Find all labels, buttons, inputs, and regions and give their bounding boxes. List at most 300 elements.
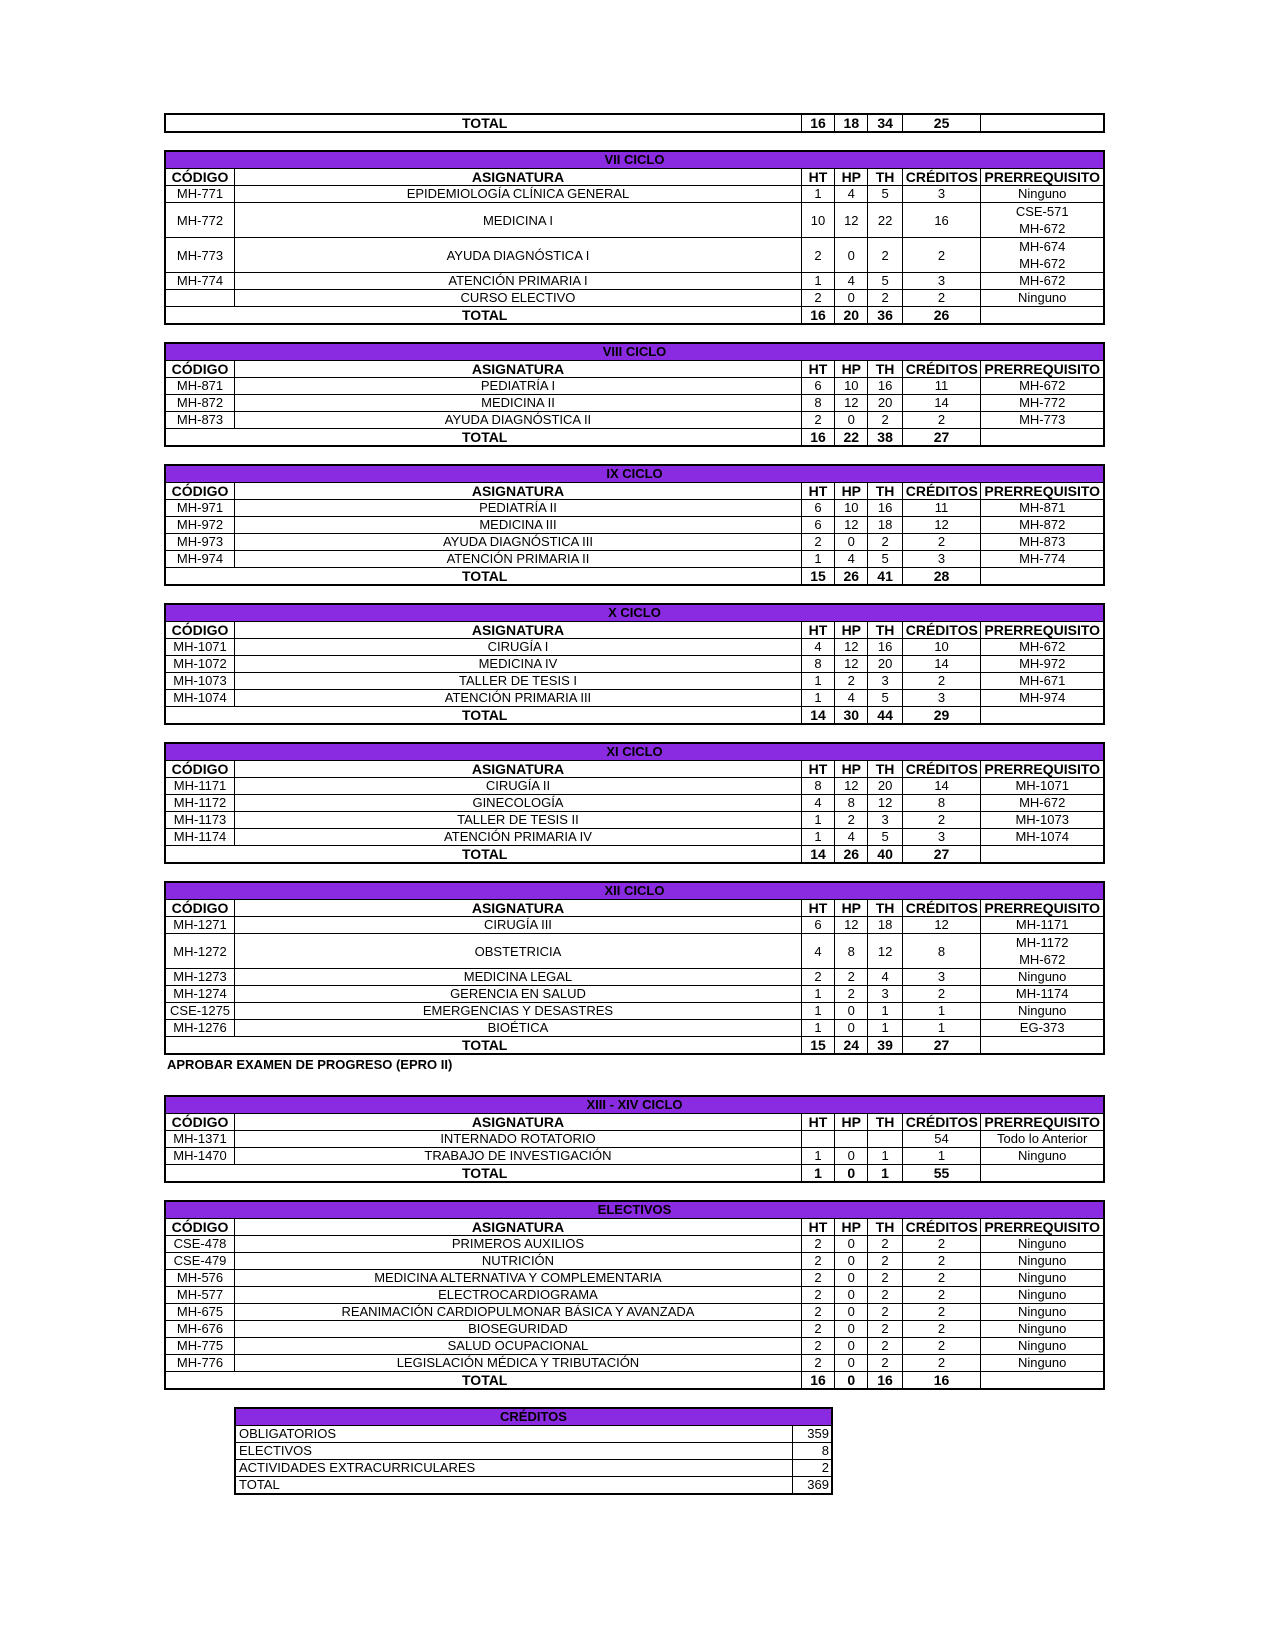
course-hp: 0 <box>835 1355 868 1372</box>
course-hp: 0 <box>835 1304 868 1321</box>
course-code: MH-1072 <box>165 656 235 673</box>
table-row <box>165 778 1104 795</box>
course-prereq <box>981 986 1104 1003</box>
course-th: 12 <box>868 795 902 812</box>
total-label: TOTAL <box>165 114 801 132</box>
credits-summary-table <box>234 1407 833 1495</box>
course-hp: 0 <box>835 238 868 273</box>
course-ht: 8 <box>801 778 834 795</box>
code-header: CÓDIGO <box>165 483 235 500</box>
course-ht: 1 <box>801 273 834 290</box>
prereq-code: MH-672 <box>1019 952 1066 967</box>
course-prereq <box>981 378 1104 395</box>
course-th: 2 <box>868 1338 902 1355</box>
table-row <box>165 395 1104 412</box>
cycle-table <box>164 1095 1105 1183</box>
credits-row <box>235 1426 832 1443</box>
total-ht: 14 <box>801 846 834 864</box>
total-th: 34 <box>868 114 902 132</box>
course-th: 2 <box>868 1287 902 1304</box>
course-name: LEGISLACIÓN MÉDICA Y TRIBUTACIÓN <box>235 1355 802 1372</box>
table-row <box>165 812 1104 829</box>
course-ht: 4 <box>801 639 834 656</box>
course-hp: 2 <box>835 812 868 829</box>
total-label: TOTAL <box>165 846 801 864</box>
course-hp: 0 <box>835 1321 868 1338</box>
prereq-code: MH-972 <box>1019 656 1066 671</box>
th-header: TH <box>868 622 902 639</box>
course-credits: 2 <box>902 1321 981 1338</box>
credits-label: OBLIGATORIOS <box>235 1426 792 1443</box>
course-credits: 8 <box>902 795 981 812</box>
course-ht: 1 <box>801 1003 834 1020</box>
total-hp: 18 <box>835 114 868 132</box>
course-th: 2 <box>868 1355 902 1372</box>
course-code: CSE-1275 <box>165 1003 235 1020</box>
course-ht: 2 <box>801 1321 834 1338</box>
ht-header: HT <box>801 361 834 378</box>
cycle-block <box>164 464 1105 586</box>
course-code: MH-1271 <box>165 917 235 934</box>
prereq-code: Ninguno <box>1017 1236 1067 1251</box>
cycle-title-row <box>165 1096 1104 1114</box>
prereq-code: Ninguno <box>1017 1148 1067 1163</box>
course-hp: 12 <box>835 203 868 238</box>
cycle-title-row <box>165 882 1104 900</box>
table-row <box>165 1355 1104 1372</box>
subject-header: ASIGNATURA <box>235 1219 802 1236</box>
total-ht: 15 <box>801 568 834 586</box>
course-prereq <box>981 1253 1104 1270</box>
column-header-row <box>165 483 1104 500</box>
table-row <box>165 1338 1104 1355</box>
code-header: CÓDIGO <box>165 169 235 186</box>
total-ht: 16 <box>801 429 834 447</box>
total-prereq <box>981 1037 1104 1055</box>
code-header: CÓDIGO <box>165 1114 235 1131</box>
column-header-row <box>165 622 1104 639</box>
course-prereq <box>981 1287 1104 1304</box>
credits-header: CRÉDITOS <box>902 622 981 639</box>
total-th: 38 <box>868 429 902 447</box>
course-th: 18 <box>868 517 902 534</box>
course-credits: 3 <box>902 969 981 986</box>
course-th: 3 <box>868 812 902 829</box>
course-hp: 0 <box>835 1003 868 1020</box>
table-row <box>165 273 1104 290</box>
course-code: MH-1274 <box>165 986 235 1003</box>
course-name: INTERNADO ROTATORIO <box>235 1131 802 1148</box>
total-label: TOTAL <box>165 1037 801 1055</box>
total-hp: 26 <box>835 846 868 864</box>
prereq-code: MH-774 <box>1019 551 1066 566</box>
course-name: OBSTETRICIA <box>235 934 802 969</box>
course-code: CSE-478 <box>165 1236 235 1253</box>
course-th: 2 <box>868 1270 902 1287</box>
course-code: MH-974 <box>165 551 235 568</box>
prereq-code: MH-672 <box>1019 273 1066 288</box>
total-credits: 55 <box>902 1165 981 1183</box>
course-prereq <box>981 238 1104 273</box>
total-label: TOTAL <box>165 429 801 447</box>
cycle-title: XII CICLO <box>165 882 1104 900</box>
table-row <box>165 934 1104 969</box>
course-name: EMERGENCIAS Y DESASTRES <box>235 1003 802 1020</box>
hp-header: HP <box>835 622 868 639</box>
credits-label: ELECTIVOS <box>235 1443 792 1460</box>
total-row <box>165 846 1104 864</box>
prereq-code: MH-773 <box>1019 412 1066 427</box>
subject-header: ASIGNATURA <box>235 1114 802 1131</box>
course-name: MEDICINA III <box>235 517 802 534</box>
course-th: 2 <box>868 1321 902 1338</box>
course-credits: 3 <box>902 690 981 707</box>
prereq-code: MH-1071 <box>1015 778 1069 793</box>
course-name: REANIMACIÓN CARDIOPULMONAR BÁSICA Y AVANZADA <box>235 1304 802 1321</box>
course-hp: 4 <box>835 273 868 290</box>
top-total-table <box>164 113 1105 133</box>
total-th: 39 <box>868 1037 902 1055</box>
course-prereq <box>981 1355 1104 1372</box>
table-row <box>165 500 1104 517</box>
total-label: TOTAL <box>165 307 801 325</box>
course-prereq <box>981 290 1104 307</box>
cycle-title: VII CICLO <box>165 151 1104 169</box>
code-header: CÓDIGO <box>165 622 235 639</box>
prereq-code: MH-871 <box>1019 500 1066 515</box>
course-prereq <box>981 203 1104 238</box>
course-name: GINECOLOGÍA <box>235 795 802 812</box>
total-hp: 24 <box>835 1037 868 1055</box>
course-credits: 3 <box>902 186 981 203</box>
total-row <box>165 568 1104 586</box>
credits-title: CRÉDITOS <box>235 1408 832 1426</box>
course-th: 2 <box>868 1236 902 1253</box>
course-th: 1 <box>868 1003 902 1020</box>
course-credits: 2 <box>902 238 981 273</box>
course-credits: 12 <box>902 917 981 934</box>
course-prereq <box>981 778 1104 795</box>
prereq-code: Ninguno <box>1017 1338 1067 1353</box>
course-ht: 6 <box>801 917 834 934</box>
course-credits: 12 <box>902 517 981 534</box>
cycle-block <box>164 150 1105 325</box>
course-credits: 1 <box>902 1020 981 1037</box>
total-prereq <box>981 307 1104 325</box>
cycle-table <box>164 464 1105 586</box>
course-ht: 2 <box>801 1270 834 1287</box>
ht-header: HT <box>801 622 834 639</box>
course-prereq <box>981 500 1104 517</box>
course-name: MEDICINA LEGAL <box>235 969 802 986</box>
prereq-code: MH-672 <box>1019 639 1066 654</box>
total-row <box>165 429 1104 447</box>
course-th: 5 <box>868 551 902 568</box>
hp-header: HP <box>835 900 868 917</box>
course-ht: 2 <box>801 290 834 307</box>
hp-header: HP <box>835 483 868 500</box>
course-hp: 0 <box>835 1148 868 1165</box>
table-row <box>165 690 1104 707</box>
course-code: MH-1172 <box>165 795 235 812</box>
course-credits: 2 <box>902 534 981 551</box>
progress-exam-note: APROBAR EXAMEN DE PROGRESO (EPRO II) <box>167 1057 453 1072</box>
prereq-header: PRERREQUISITO <box>981 622 1104 639</box>
course-th <box>868 1131 902 1148</box>
course-prereq <box>981 1236 1104 1253</box>
course-prereq <box>981 1338 1104 1355</box>
prereq-code: MH-1073 <box>1015 812 1069 827</box>
course-credits: 3 <box>902 551 981 568</box>
total-label: TOTAL <box>165 568 801 586</box>
course-name: MEDICINA I <box>235 203 802 238</box>
table-row <box>165 1321 1104 1338</box>
credits-header: CRÉDITOS <box>902 169 981 186</box>
course-credits: 10 <box>902 639 981 656</box>
course-credits: 14 <box>902 778 981 795</box>
course-prereq <box>981 812 1104 829</box>
cycle-title: XIII - XIV CICLO <box>165 1096 1104 1114</box>
total-th: 40 <box>868 846 902 864</box>
prereq-code: Ninguno <box>1017 1270 1067 1285</box>
course-prereq <box>981 1304 1104 1321</box>
column-header-row <box>165 361 1104 378</box>
total-prereq <box>981 846 1104 864</box>
course-code: MH-972 <box>165 517 235 534</box>
course-credits: 2 <box>902 1236 981 1253</box>
total-row <box>165 1372 1104 1390</box>
course-hp: 10 <box>835 378 868 395</box>
course-ht: 2 <box>801 1253 834 1270</box>
course-ht: 1 <box>801 690 834 707</box>
course-ht: 2 <box>801 412 834 429</box>
prereq-header: PRERREQUISITO <box>981 483 1104 500</box>
course-credits: 3 <box>902 273 981 290</box>
course-th: 2 <box>868 238 902 273</box>
course-ht: 2 <box>801 1355 834 1372</box>
course-name: TRABAJO DE INVESTIGACIÓN <box>235 1148 802 1165</box>
course-code: MH-577 <box>165 1287 235 1304</box>
course-ht: 1 <box>801 829 834 846</box>
course-ht: 8 <box>801 656 834 673</box>
course-ht: 1 <box>801 186 834 203</box>
prereq-code: MH-974 <box>1019 690 1066 705</box>
table-row <box>165 1020 1104 1037</box>
course-name: BIOÉTICA <box>235 1020 802 1037</box>
table-row <box>165 412 1104 429</box>
course-hp: 12 <box>835 917 868 934</box>
course-name: MEDICINA II <box>235 395 802 412</box>
total-credits: 27 <box>902 846 981 864</box>
course-hp: 0 <box>835 1253 868 1270</box>
course-credits: 2 <box>902 986 981 1003</box>
course-code: MH-1371 <box>165 1131 235 1148</box>
course-ht: 6 <box>801 500 834 517</box>
course-code: MH-1074 <box>165 690 235 707</box>
course-prereq <box>981 412 1104 429</box>
course-ht: 1 <box>801 551 834 568</box>
credits-label: ACTIVIDADES EXTRACURRICULARES <box>235 1460 792 1477</box>
total-credits: 27 <box>902 1037 981 1055</box>
hp-header: HP <box>835 361 868 378</box>
total-label: TOTAL <box>165 1372 801 1390</box>
total-th: 41 <box>868 568 902 586</box>
course-code: MH-973 <box>165 534 235 551</box>
course-name: ATENCIÓN PRIMARIA IV <box>235 829 802 846</box>
course-name: GERENCIA EN SALUD <box>235 986 802 1003</box>
cycle-table <box>164 603 1105 725</box>
course-hp: 0 <box>835 1270 868 1287</box>
th-header: TH <box>868 1114 902 1131</box>
course-code: MH-775 <box>165 1338 235 1355</box>
course-hp: 2 <box>835 969 868 986</box>
course-code <box>165 290 235 307</box>
course-ht: 2 <box>801 1304 834 1321</box>
course-prereq <box>981 1003 1104 1020</box>
total-hp: 22 <box>835 429 868 447</box>
credits-header: CRÉDITOS <box>902 1114 981 1131</box>
total-row <box>165 1165 1104 1183</box>
cycle-table <box>164 342 1105 447</box>
total-hp: 20 <box>835 307 868 325</box>
course-prereq <box>981 273 1104 290</box>
course-code: MH-1174 <box>165 829 235 846</box>
course-th: 2 <box>868 290 902 307</box>
table-row <box>165 639 1104 656</box>
table-row <box>165 1304 1104 1321</box>
course-code: MH-1470 <box>165 1148 235 1165</box>
curriculum-document <box>164 113 1105 1495</box>
course-ht: 2 <box>801 238 834 273</box>
table-row <box>165 986 1104 1003</box>
course-name: SALUD OCUPACIONAL <box>235 1338 802 1355</box>
th-header: TH <box>868 761 902 778</box>
table-row <box>165 517 1104 534</box>
prereq-code: EG-373 <box>1019 1020 1065 1035</box>
table-row <box>165 829 1104 846</box>
course-credits: 2 <box>902 1287 981 1304</box>
credits-value: 369 <box>792 1477 832 1495</box>
total-th: 16 <box>868 1372 902 1390</box>
prereq-code: MH-671 <box>1019 673 1066 688</box>
cycle-table <box>164 150 1105 325</box>
course-hp: 0 <box>835 412 868 429</box>
prereq-code: Ninguno <box>1017 969 1067 984</box>
cycle-title: X CICLO <box>165 604 1104 622</box>
course-prereq <box>981 934 1104 969</box>
hp-header: HP <box>835 761 868 778</box>
course-ht: 1 <box>801 673 834 690</box>
cycle-title: XI CICLO <box>165 743 1104 761</box>
course-prereq <box>981 1131 1104 1148</box>
course-ht: 2 <box>801 1236 834 1253</box>
course-credits: 14 <box>902 656 981 673</box>
course-credits: 2 <box>902 812 981 829</box>
ht-header: HT <box>801 900 834 917</box>
course-hp: 4 <box>835 829 868 846</box>
course-prereq <box>981 656 1104 673</box>
course-hp: 10 <box>835 500 868 517</box>
total-row <box>165 307 1104 325</box>
course-credits: 1 <box>902 1148 981 1165</box>
course-credits: 2 <box>902 412 981 429</box>
cycle-title-row <box>165 1201 1104 1219</box>
table-row <box>165 1270 1104 1287</box>
prereq-code: MH-1174 <box>1015 986 1069 1001</box>
course-th: 2 <box>868 1253 902 1270</box>
total-hp: 26 <box>835 568 868 586</box>
course-credits: 14 <box>902 395 981 412</box>
table-row <box>165 673 1104 690</box>
prereq-code: Ninguno <box>1017 1321 1067 1336</box>
hp-header: HP <box>835 1219 868 1236</box>
total-th: 44 <box>868 707 902 725</box>
course-ht: 2 <box>801 969 834 986</box>
course-ht: 1 <box>801 812 834 829</box>
credits-label: TOTAL <box>235 1477 792 1495</box>
course-prereq <box>981 395 1104 412</box>
code-header: CÓDIGO <box>165 761 235 778</box>
total-credits: 27 <box>902 429 981 447</box>
course-hp: 2 <box>835 673 868 690</box>
prereq-code: Ninguno <box>1017 1287 1067 1302</box>
table-row <box>165 1003 1104 1020</box>
top-total-block <box>164 113 1105 133</box>
course-hp: 0 <box>835 290 868 307</box>
course-th: 5 <box>868 829 902 846</box>
course-th: 1 <box>868 1020 902 1037</box>
course-ht: 10 <box>801 203 834 238</box>
course-code: MH-873 <box>165 412 235 429</box>
course-hp: 0 <box>835 1287 868 1304</box>
course-th: 12 <box>868 934 902 969</box>
total-ht: 16 <box>801 1372 834 1390</box>
course-code: MH-772 <box>165 203 235 238</box>
course-hp: 4 <box>835 551 868 568</box>
course-hp: 12 <box>835 395 868 412</box>
course-prereq <box>981 917 1104 934</box>
course-name: PRIMEROS AUXILIOS <box>235 1236 802 1253</box>
course-th: 4 <box>868 969 902 986</box>
course-credits: 2 <box>902 290 981 307</box>
th-header: TH <box>868 169 902 186</box>
prereq-header: PRERREQUISITO <box>981 169 1104 186</box>
course-name: ATENCIÓN PRIMARIA I <box>235 273 802 290</box>
course-hp: 4 <box>835 690 868 707</box>
cycle-block <box>164 1095 1105 1183</box>
course-prereq <box>981 673 1104 690</box>
course-code: MH-872 <box>165 395 235 412</box>
course-code: MH-1173 <box>165 812 235 829</box>
table-row <box>165 795 1104 812</box>
course-ht <box>801 1131 834 1148</box>
total-th: 36 <box>868 307 902 325</box>
total-prereq <box>981 1165 1104 1183</box>
course-code: MH-675 <box>165 1304 235 1321</box>
prereq-code: Ninguno <box>1017 1003 1067 1018</box>
total-prereq <box>981 707 1104 725</box>
column-header-row <box>165 169 1104 186</box>
credits-value: 2 <box>792 1460 832 1477</box>
course-code: MH-576 <box>165 1270 235 1287</box>
cycle-title-row <box>165 604 1104 622</box>
course-prereq <box>981 534 1104 551</box>
prereq-code: MH-1172 <box>1015 935 1069 950</box>
hp-header: HP <box>835 169 868 186</box>
table-row <box>165 969 1104 986</box>
course-credits: 8 <box>902 934 981 969</box>
total-ht: 1 <box>801 1165 834 1183</box>
